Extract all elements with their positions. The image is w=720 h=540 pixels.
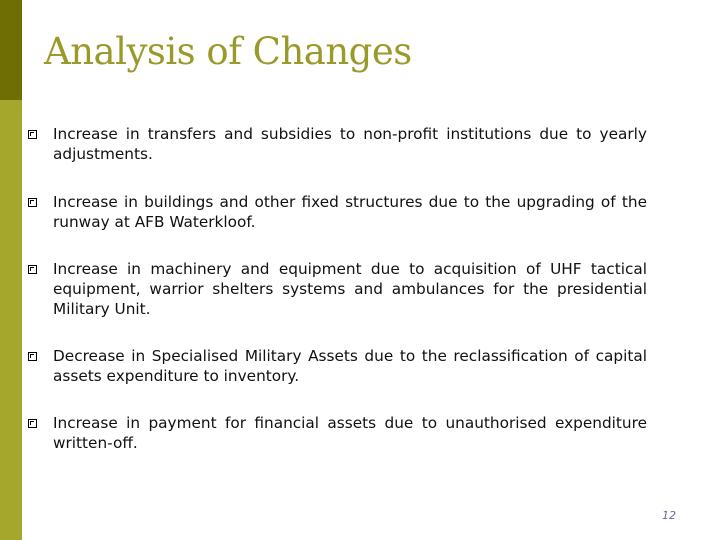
square-bullet-icon — [28, 419, 37, 428]
left-accent-bar — [0, 0, 22, 540]
square-bullet-icon — [28, 130, 37, 139]
left-accent-bar-light — [0, 100, 22, 540]
square-bullet-icon — [28, 265, 37, 274]
bullet-text: Increase in buildings and other fixed structures due to the upgrading of the runway at AFB Waterkloof. — [53, 193, 647, 231]
bullet-text: Increase in payment for financial assets due to unauthorised expenditure written-off. — [53, 414, 647, 452]
page-number: 12 — [662, 509, 676, 522]
bullet-text: Increase in machinery and equipment due to acquisition of UHF tactical equipment, warrior shelters systems and ambulances for the presidential Military Unit. — [53, 260, 647, 318]
bullet-text: Decrease in Specialised Military Assets due to the reclassification of capital assets expenditure to inventory. — [53, 347, 647, 385]
square-bullet-icon — [28, 352, 37, 361]
square-bullet-icon — [28, 198, 37, 207]
bullet-text: Increase in transfers and subsidies to non-profit institutions due to yearly adjustments. — [53, 125, 647, 163]
left-accent-bar-dark — [0, 0, 22, 100]
slide-title: Analysis of Changes — [44, 30, 412, 73]
